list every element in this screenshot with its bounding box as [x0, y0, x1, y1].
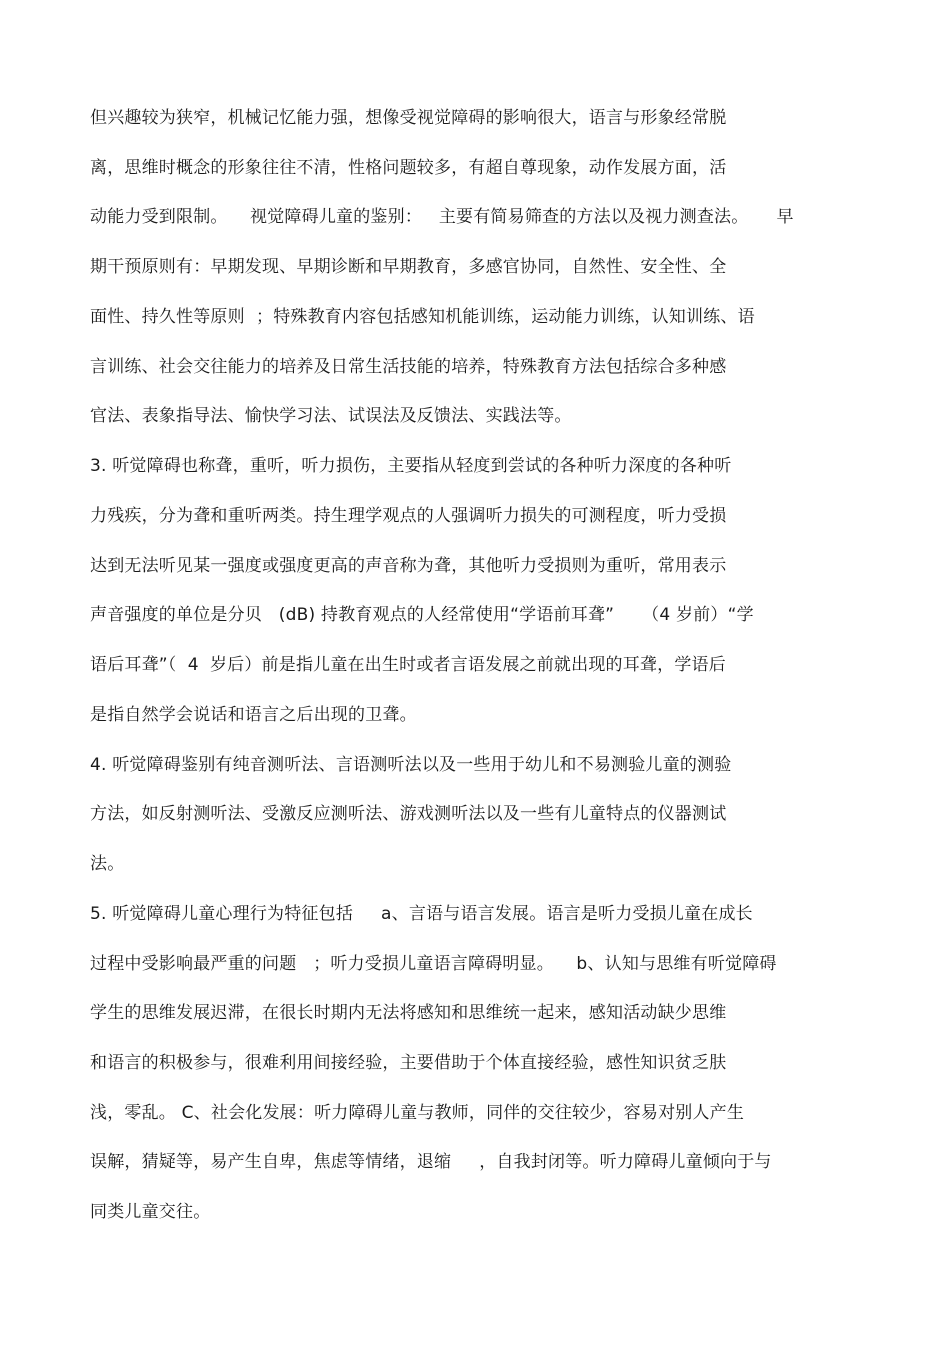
text-line: 语后耳聋”（ 4 岁后）前是指儿童在出生时或者言语发展之前就出现的耳聋，学语后 — [90, 655, 726, 675]
text-line: 方法，如反射测听法、受激反应测听法、游戏测听法以及一些有儿童特点的仪器测试 — [90, 804, 727, 824]
text-line: 力残疾，分为聋和重听两类。持生理学观点的人强调听力损失的可测程度，听力受损 — [90, 506, 727, 526]
text-line: 声音强度的单位是分贝 (dB) 持教育观点的人经常使用“学语前耳聋” （4 岁前）“学 — [90, 605, 754, 625]
text-line: 是指自然学会说话和语言之后出现的卫聋。 — [90, 705, 417, 725]
text-line: 3. 听觉障碍也称聋，重听，听力损伤，主要指从轻度到尝试的各种听力深度的各种听 — [90, 456, 732, 476]
text-line: 和语言的积极参与，很难利用间接经验，主要借助于个体直接经验，感性知识贫乏肤 — [90, 1053, 727, 1073]
text-line: 官法、表象指导法、愉快学习法、试误法及反馈法、实践法等。 — [90, 406, 572, 426]
text-line: 5. 听觉障碍儿童心理行为特征包括 a、言语与语言发展。语言是听力受损儿童在成长 — [90, 904, 753, 924]
text-line: 学生的思维发展迟滞，在很长时期内无法将感知和思维统一起来，感知活动缺少思维 — [90, 1003, 727, 1023]
text-line: 期干预原则有：早期发现、早期诊断和早期教育，多感官协同，自然性、安全性、全 — [90, 257, 727, 277]
text-line: 离，思维时概念的形象往往不清，性格问题较多，有超自尊现象，动作发展方面，活 — [90, 158, 727, 178]
text-line: 过程中受影响最严重的问题 ；听力受损儿童语言障碍明显。 b、认知与思维有听觉障碍 — [90, 954, 777, 974]
text-line: 动能力受到限制。 视觉障碍儿童的鉴别： 主要有简易筛查的方法以及视力测查法。 早 — [90, 207, 794, 227]
text-line: 言训练、社会交往能力的培养及日常生活技能的培养，特殊教育方法包括综合多种感 — [90, 357, 727, 377]
text-line: 达到无法听见某一强度或强度更高的声音称为聋，其他听力受损则为重听，常用表示 — [90, 556, 727, 576]
text-line: 浅，零乱。 C、社会化发展：听力障碍儿童与教师，同伴的交往较少，容易对别人产生 — [90, 1103, 745, 1123]
text-line: 4. 听觉障碍鉴别有纯音测听法、言语测听法以及一些用于幼儿和不易测验儿童的测验 — [90, 755, 732, 775]
text-line: 法。 — [90, 854, 125, 874]
text-line: 同类儿童交往。 — [90, 1202, 211, 1222]
text-line: 面性、持久性等原则 ；特殊教育内容包括感知机能训练，运动能力训练，认知训练、语 — [90, 307, 755, 327]
text-line: 误解，猜疑等，易产生自卑，焦虑等情绪，退缩 ，自我封闭等。听力障碍儿童倾向于与 — [90, 1152, 772, 1172]
text-line: 但兴趣较为狭窄，机械记忆能力强，想像受视觉障碍的影响很大，语言与形象经常脱 — [90, 108, 727, 128]
